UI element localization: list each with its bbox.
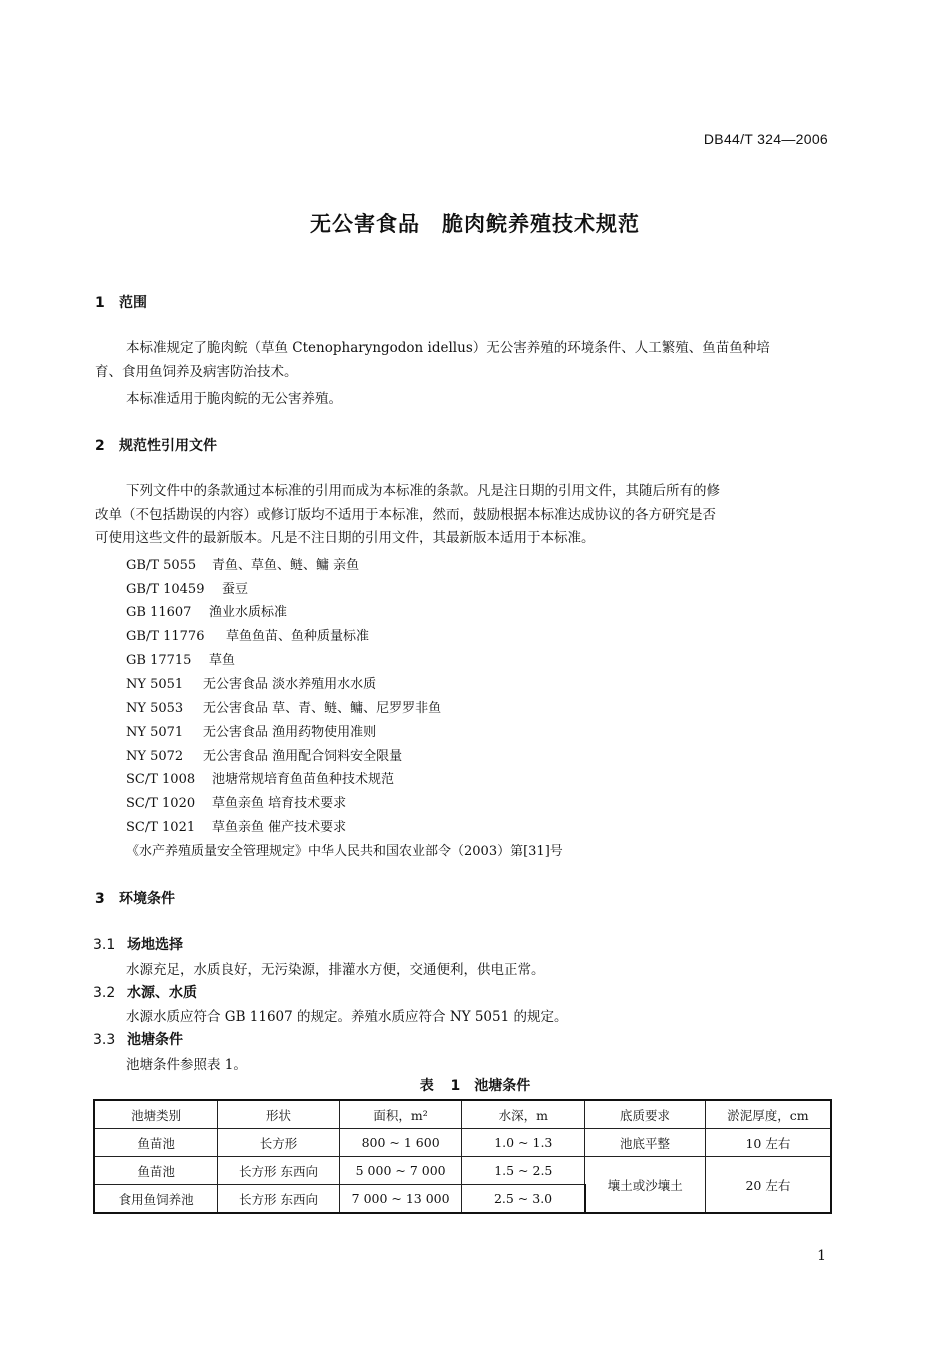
reference-item: SC/T 1020 草鱼亲鱼 培育技术要求 (126, 796, 347, 811)
table-row (94, 1129, 831, 1157)
table-header-cell: 底质要求 (585, 1100, 706, 1129)
section-3-1-heading (93, 934, 183, 954)
reference-item: GB/T 11776 草鱼鱼苗、鱼种质量标准 (126, 629, 370, 644)
section-number: 3.2 (93, 985, 116, 1001)
table-cell: 食用鱼饲养池 (94, 1185, 218, 1214)
table-header-cell: 水深，m (462, 1100, 585, 1129)
section-title: 范围 (119, 295, 147, 311)
section-3-2-text: 水源水质应符合 GB 11607 的规定。养殖水质应符合 NY 5051 的规定。 (126, 1009, 568, 1025)
text-line: 改单（不包括勘误的内容）或修订版均不适用于本标准，然而，鼓励根据本标准达成协议的各方研究是否 (95, 506, 716, 523)
table-cell: 长方形 东西向 (218, 1185, 340, 1214)
table-cell: 10 左右 (705, 1129, 831, 1157)
section-1-paragraph-2: 本标准适用于脆肉鲩的无公害养殖。 (126, 391, 342, 407)
section-3-1-text: 水源充足，水质良好，无污染源，排灌水方便，交通便利，供电正常。 (126, 962, 545, 978)
section-number: 3.1 (93, 937, 116, 953)
table-cell: 20 左右 (705, 1157, 831, 1214)
section-3-3-text: 池塘条件参照表 1。 (126, 1057, 247, 1073)
text-line: 本标准规定了脆肉鲩（草鱼 Ctenopharyngodon idellus）无公害养殖的环境条件、人工繁殖、鱼苗鱼种培 (126, 340, 770, 356)
section-title: 池塘条件 (127, 1032, 183, 1048)
page-number: 1 (817, 1248, 826, 1264)
document-title: 无公害食品 脆肉鲩养殖技术规范 (310, 212, 640, 236)
reference-item: NY 5072 无公害食品 渔用配合饲料安全限量 (126, 749, 403, 764)
table-cell: 鱼苗池 (94, 1157, 218, 1185)
table-cell: 鱼苗池 (94, 1129, 218, 1157)
standard-number: DB44/T 324—2006 (703, 131, 828, 147)
reference-item: SC/T 1021 草鱼亲鱼 催产技术要求 (126, 820, 347, 835)
section-3-2-heading (93, 982, 197, 1002)
reference-item: SC/T 1008 池塘常规培育鱼苗鱼种技术规范 (126, 772, 395, 787)
reference-item: GB/T 10459 蚕豆 (126, 582, 249, 597)
section-1-heading (95, 292, 147, 312)
section-number: 3.3 (93, 1032, 116, 1048)
table-header-cell: 形状 (218, 1100, 340, 1129)
reference-item: NY 5051 无公害食品 淡水养殖用水水质 (126, 677, 377, 692)
section-title: 环境条件 (119, 891, 175, 907)
text-line: 下列文件中的条款通过本标准的引用而成为本标准的条款。凡是注日期的引用文件，其随后所有的修 (126, 483, 720, 499)
table-cell: 池底平整 (585, 1129, 706, 1157)
table-header-cell: 池塘类别 (94, 1100, 218, 1129)
section-title: 水源、水质 (127, 985, 197, 1001)
table-row (94, 1157, 831, 1185)
reference-item: GB 11607 渔业水质标准 (126, 605, 288, 620)
reference-item: GB/T 5055 青鱼、草鱼、鲢、鳙 亲鱼 (126, 558, 360, 573)
table-cell: 长方形 (218, 1129, 340, 1157)
reference-item-regulation: 《水产养殖质量安全管理规定》中华人民共和国农业部令（2003）第[31]号 (126, 844, 563, 859)
table-cell: 1.5 ~ 2.5 (462, 1157, 585, 1185)
table-header-row (94, 1100, 831, 1129)
section-number: 3 (95, 891, 105, 907)
text-line: 可使用这些文件的最新版本。凡是不注日期的引用文件，其最新版本适用于本标准。 (95, 530, 595, 546)
pond-conditions-table (93, 1099, 832, 1214)
section-3-heading (95, 888, 175, 908)
table-cell: 2.5 ~ 3.0 (462, 1185, 585, 1214)
table-cell: 1.0 ~ 1.3 (462, 1129, 585, 1157)
reference-item: GB 17715 草鱼 (126, 653, 236, 668)
table-cell: 800 ~ 1 600 (339, 1129, 462, 1157)
section-number: 1 (95, 295, 105, 311)
table-cell: 壤土或沙壤土 (585, 1157, 706, 1214)
section-title: 规范性引用文件 (119, 438, 217, 454)
reference-item: NY 5071 无公害食品 渔用药物使用准则 (126, 725, 377, 740)
table-caption: 表 1 池塘条件 (419, 1078, 531, 1094)
table-cell: 长方形 东西向 (218, 1157, 340, 1185)
table-cell: 5 000 ~ 7 000 (339, 1157, 462, 1185)
text-line: 育、食用鱼饲养及病害防治技术。 (95, 363, 298, 380)
section-title: 场地选择 (127, 937, 183, 953)
section-3-3-heading (93, 1029, 183, 1049)
reference-item: NY 5053 无公害食品 草、青、鲢、鳙、尼罗罗非鱼 (126, 701, 442, 716)
section-2-intro (95, 480, 830, 551)
table-header-cell: 面积，m² (339, 1100, 462, 1129)
section-1-paragraph-1 (95, 337, 830, 384)
table-cell: 7 000 ~ 13 000 (339, 1185, 462, 1214)
table-header-cell: 淤泥厚度，cm (705, 1100, 831, 1129)
section-number: 2 (95, 438, 105, 454)
section-2-heading (95, 435, 217, 455)
